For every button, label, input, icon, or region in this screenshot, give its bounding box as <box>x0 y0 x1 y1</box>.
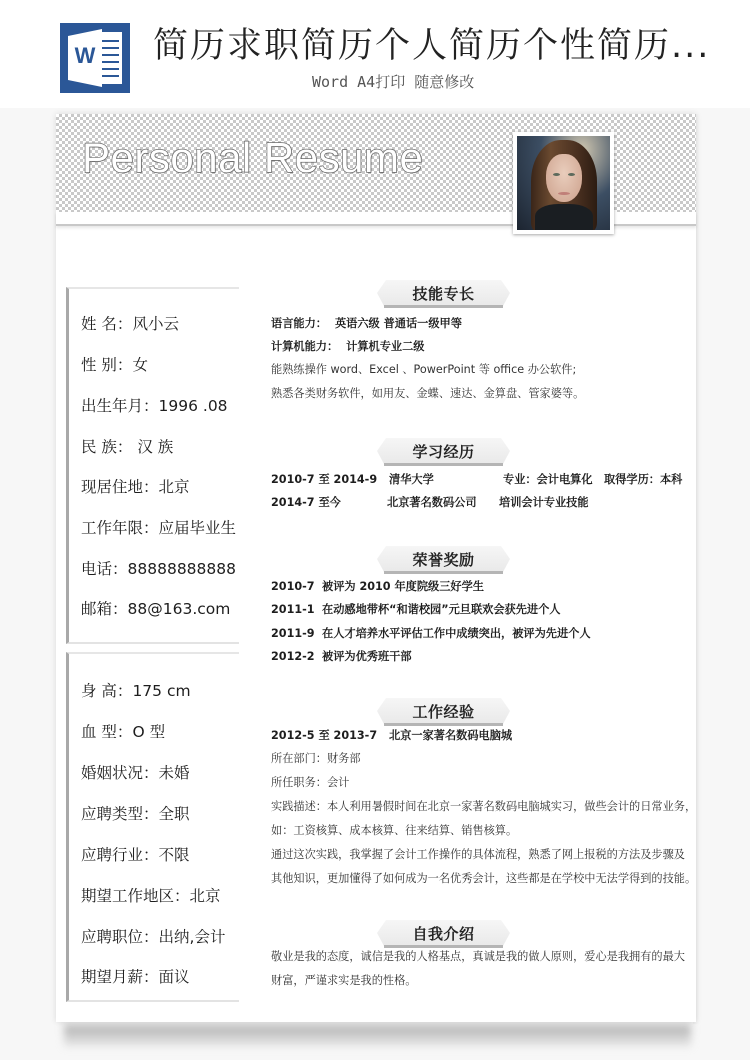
work-description: 实践描述：本人利用暑假时间在北京一家著名数码电脑城实习，做些会计的日常业务， <box>271 800 697 813</box>
info-row-salary: 期望月薪：面议 <box>81 968 190 986</box>
template-header <box>0 0 750 108</box>
info-row-marital: 婚姻状况：未婚 <box>81 764 190 782</box>
info-row-job-type: 应聘类型：全职 <box>81 805 190 823</box>
word-icon-letter: W <box>74 43 96 68</box>
profile-photo-frame <box>513 132 614 234</box>
info-row-ethnicity: 民 族： 汉 族 <box>81 438 174 456</box>
resume-page: Personal Resume 姓 名：风小云 性 别：女 出生年月：1996 .08 民 族： 汉 族 现居住地：北京 工作年限：应届毕业生 电话：88888888888 邮箱：88@163.com 身 高：175 cm 血 型：O 型 婚姻状况：未婚 应聘类型：全职 应聘行业：不限 期望工作地区：北京 应聘职位：出纳,会计 期望月薪：面议 技能专长 语言能力： 英语六级 普通话一级甲等 计算机能力： 计算机专业二级 能熟练操作 word、Excel 、PowerPoint 等 office 办公软件; 熟悉各类财务软件，如用友、金蝶、速达、金算盘、管家婆等。 学习经历 2010-7 至 2014-9 清华大学 专业：会计电算化 取得学历：本科 2014-7 至今 北京著名数码公司 培训会计专业技能 荣誉奖励 2010-7 被评为 2010 年度院级三好学生 2011-1 在动感地带杯“和谐校园”元旦联欢会获先进个人 2011-9 在人才培养水平评估工作中成绩突出，被评为先进个人 2012-2 被评为优秀班干部 工作经验 2012-5 至 2013-7 北京一家著名数码电脑城 所在部门：财务部 所任职务：会计 实践描述：本人利用暑假时间在北京一家著名数码电脑城实习，做些会计的日常业务， 如：工资核算、成本核算、往来结算、销售核算。 通过这次实践，我掌握了会计工作操作的具体流程，熟悉了网上报税的方法及步骤及 其他知识，更加懂得了如何成为一名优秀会计，这些都是在学校中无法学得到的技能。 自我介绍 敬业是我的态度，诚信是我的人格基点，真诚是我的做人原则，爱心是我拥有的最大 财富，严谨求实是我的性格。 <box>56 114 696 1022</box>
info-row-industry: 应聘行业：不限 <box>81 846 190 864</box>
work-heading: 2012-5 至 2013-7 北京一家著名数码电脑城 <box>271 729 513 742</box>
section-header-honors: 荣誉奖励 <box>377 546 510 572</box>
info-row-residence: 现居住地：北京 <box>81 478 190 496</box>
info-row-email: 邮箱：88@163.com <box>81 600 231 618</box>
work-role: 所任职务：会计 <box>271 776 350 789</box>
work-department: 所在部门：财务部 <box>271 752 361 765</box>
info-row-phone: 电话：88888888888 <box>81 560 236 578</box>
section-header-skills: 技能专长 <box>377 280 510 306</box>
honor-item: 2011-9 在人才培养水平评估工作中成绩突出，被评为先进个人 <box>271 627 591 640</box>
honor-item: 2011-1 在动感地带杯“和谐校园”元旦联欢会获先进个人 <box>271 603 561 616</box>
skill-office: 能熟练操作 word、Excel 、PowerPoint 等 office 办公软件; <box>271 363 577 376</box>
about-text: 财富，严谨求实是我的性格。 <box>271 974 417 987</box>
work-description: 其他知识，更加懂得了如何成为一名优秀会计，这些都是在学校中无法学得到的技能。 <box>271 872 697 885</box>
honor-item: 2010-7 被评为 2010 年度院级三好学生 <box>271 580 484 593</box>
basic-info-card <box>66 287 239 644</box>
about-text: 敬业是我的态度，诚信是我的人格基点，真诚是我的做人原则，爱心是我拥有的最大 <box>271 950 685 963</box>
info-row-experience: 工作年限：应届毕业生 <box>81 519 237 537</box>
skill-language: 语言能力： 英语六级 普通话一级甲等 <box>271 317 462 330</box>
info-row-height: 身 高：175 cm <box>81 682 191 700</box>
banner-title: Personal Resume <box>82 134 424 181</box>
paper-shadow <box>64 1025 691 1047</box>
document-title: 简历求职简历个人简历个性简历... <box>153 26 711 66</box>
word-icon <box>60 23 130 93</box>
work-description: 如：工资核算、成本核算、往来结算、销售核算。 <box>271 824 518 837</box>
section-header-work: 工作经验 <box>377 698 510 724</box>
honor-item: 2012-2 被评为优秀班干部 <box>271 650 412 663</box>
extra-info-card <box>66 652 239 1002</box>
section-header-education: 学习经历 <box>377 438 510 464</box>
section-header-about: 自我介绍 <box>377 920 510 946</box>
document-subtitle: Word A4打印 随意修改 <box>312 73 475 91</box>
info-row-gender: 性 别：女 <box>81 356 148 374</box>
profile-photo <box>517 136 610 230</box>
info-row-blood-type: 血 型：O 型 <box>81 723 166 741</box>
skill-computer: 计算机能力： 计算机专业二级 <box>271 340 425 353</box>
info-row-birth: 出生年月：1996 .08 <box>81 397 228 415</box>
skill-finance-software: 熟悉各类财务软件，如用友、金蝶、速达、金算盘、管家婆等。 <box>271 387 585 400</box>
info-row-location: 期望工作地区：北京 <box>81 887 221 905</box>
info-row-position: 应聘职位：出纳,会计 <box>81 928 226 946</box>
work-description: 通过这次实践，我掌握了会计工作操作的具体流程，熟悉了网上报税的方法及步骤及 <box>271 848 685 861</box>
info-row-name: 姓 名：风小云 <box>81 315 179 333</box>
